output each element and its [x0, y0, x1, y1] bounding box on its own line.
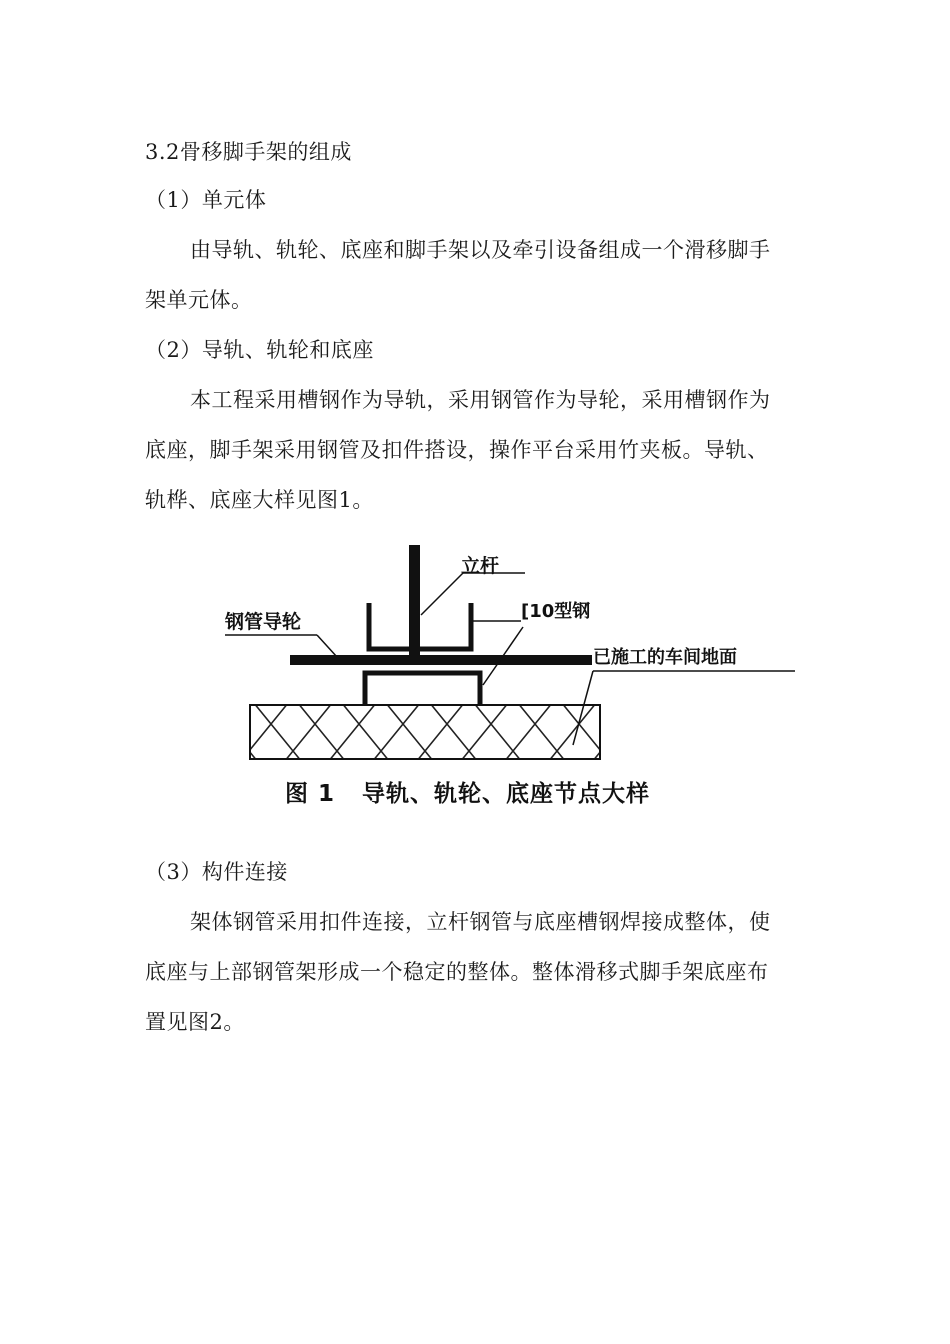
figure-1-detail-drawing [205, 535, 815, 825]
base-channel [365, 673, 480, 705]
part3-body-line2: 底座与上部钢管架形成一个稳定的整体。整体滑移式脚手架底座布 [145, 960, 769, 984]
part2-body-line1: 本工程采用槽钢作为导轨，采用钢管作为导轮，采用槽钢作为 [190, 388, 771, 412]
part1-title: （1）单元体 [145, 188, 267, 212]
steel-tube-wheel [290, 655, 592, 665]
figure-1-caption: 图 1 导轨、轨轮、底座节点大样 [285, 781, 651, 807]
part3-body-line1: 架体钢管采用扣件连接，立杆钢管与底座槽钢焊接成整体，使 [190, 910, 771, 934]
leader-wheel-diag [317, 635, 337, 657]
part1-body-line1: 由导轨、轨轮、底座和脚手架以及牵引设备组成一个滑移脚手 [190, 238, 771, 262]
part3-body-line3: 置见图2。 [145, 1010, 245, 1034]
leader-post [421, 573, 463, 615]
label-steel-tube-wheel: 钢管导轮 [225, 611, 302, 633]
floor-slab [250, 705, 600, 759]
label-floor: 已施工的车间地面 [593, 647, 737, 668]
section-heading: 3.2骨移脚手架的组成 [145, 140, 352, 164]
vertical-post [409, 545, 420, 663]
part2-body-line2: 底座，脚手架采用钢管及扣件搭设，操作平台采用竹夹板。导轨、 [145, 438, 769, 462]
part1-body-line2: 架单元体。 [145, 288, 253, 312]
label-post: 立杆 [461, 555, 500, 577]
part3-title: （3）构件连接 [145, 860, 288, 884]
part2-title: （2）导轨、轨轮和底座 [145, 338, 374, 362]
label-channel-steel: [10型钢 [521, 601, 591, 622]
part2-body-line3: 轨桦、底座大样见图1。 [145, 488, 374, 512]
